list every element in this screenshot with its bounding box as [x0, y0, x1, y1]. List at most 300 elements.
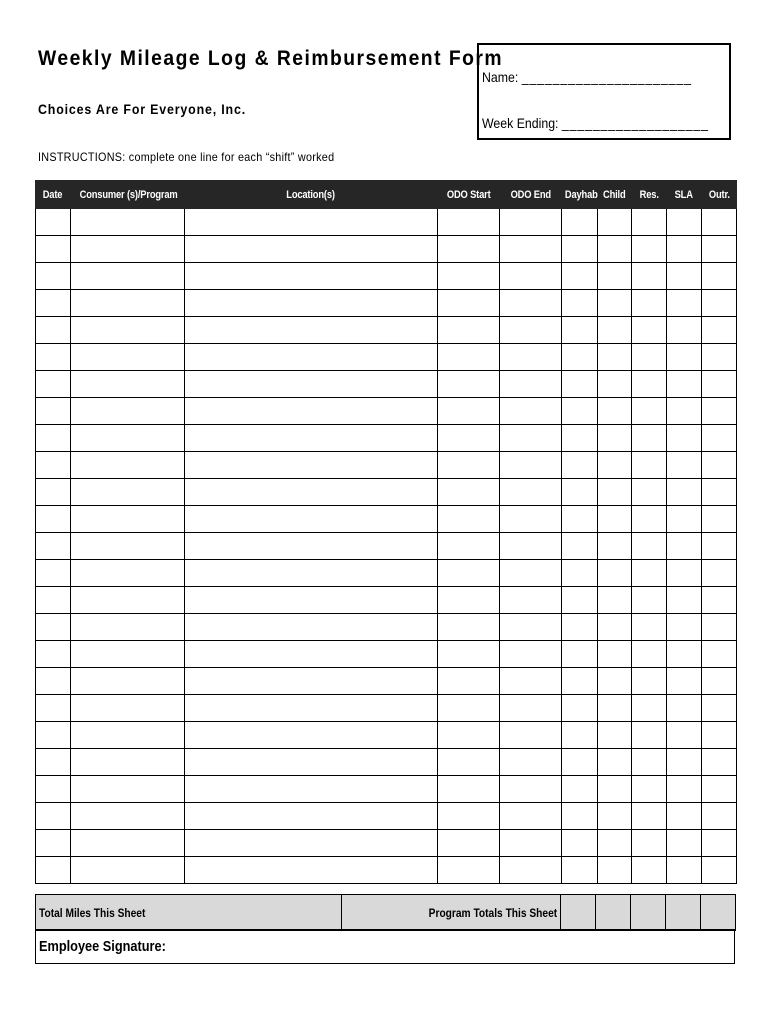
cell-consumer-program[interactable] — [71, 236, 185, 263]
cell-dayhab[interactable] — [562, 236, 598, 263]
cell-locations[interactable] — [185, 533, 438, 560]
cell-dayhab[interactable] — [562, 506, 598, 533]
cell-res[interactable] — [632, 776, 667, 803]
cell-res[interactable] — [632, 668, 667, 695]
cell-sla[interactable] — [667, 857, 702, 884]
cell-consumer-program[interactable] — [71, 479, 185, 506]
cell-res[interactable] — [632, 722, 667, 749]
cell-dayhab[interactable] — [562, 587, 598, 614]
cell-consumer-program[interactable] — [71, 506, 185, 533]
cell-consumer-program[interactable] — [71, 722, 185, 749]
cell-dayhab[interactable] — [562, 317, 598, 344]
cell-outr[interactable] — [702, 695, 737, 722]
table-row — [36, 209, 737, 236]
column-header-consumer-program: Consumer (s)/Program — [71, 181, 185, 209]
table-row — [36, 668, 737, 695]
cell-outr[interactable] — [702, 614, 737, 641]
cell-sla[interactable] — [667, 398, 702, 425]
cell-locations[interactable] — [185, 479, 438, 506]
cell-sla[interactable] — [667, 290, 702, 317]
table-row — [36, 263, 737, 290]
table-row — [36, 641, 737, 668]
name-field[interactable] — [482, 69, 692, 85]
table-row — [36, 506, 737, 533]
cell-child[interactable] — [598, 668, 632, 695]
cell-sla[interactable] — [667, 560, 702, 587]
total-cell-outr[interactable] — [701, 895, 736, 931]
cell-outr[interactable] — [702, 344, 737, 371]
cell-date[interactable] — [36, 371, 71, 398]
cell-outr[interactable] — [702, 371, 737, 398]
cell-child[interactable] — [598, 776, 632, 803]
cell-child[interactable] — [598, 209, 632, 236]
cell-locations[interactable] — [185, 830, 438, 857]
cell-consumer-program[interactable] — [71, 371, 185, 398]
cell-consumer-program[interactable] — [71, 560, 185, 587]
cell-sla[interactable] — [667, 425, 702, 452]
table-row — [36, 452, 737, 479]
employee-signature-field[interactable] — [35, 929, 735, 964]
cell-date[interactable] — [36, 209, 71, 236]
cell-child[interactable] — [598, 722, 632, 749]
cell-odo-start[interactable] — [438, 641, 500, 668]
cell-date[interactable] — [36, 587, 71, 614]
cell-sla[interactable] — [667, 614, 702, 641]
cell-res[interactable] — [632, 587, 667, 614]
cell-outr[interactable] — [702, 317, 737, 344]
cell-child[interactable] — [598, 317, 632, 344]
cell-sla[interactable] — [667, 236, 702, 263]
total-cell-child[interactable] — [596, 895, 631, 931]
cell-outr[interactable] — [702, 209, 737, 236]
cell-child[interactable] — [598, 641, 632, 668]
cell-outr[interactable] — [702, 425, 737, 452]
cell-dayhab[interactable] — [562, 722, 598, 749]
column-header-locations: Location(s) — [185, 181, 438, 209]
cell-odo-end[interactable] — [500, 317, 562, 344]
cell-res[interactable] — [632, 479, 667, 506]
cell-odo-start[interactable] — [438, 236, 500, 263]
cell-res[interactable] — [632, 857, 667, 884]
cell-child[interactable] — [598, 614, 632, 641]
cell-date[interactable] — [36, 317, 71, 344]
cell-date[interactable] — [36, 479, 71, 506]
cell-child[interactable] — [598, 560, 632, 587]
cell-locations[interactable] — [185, 209, 438, 236]
cell-date[interactable] — [36, 749, 71, 776]
week-ending-label: Week Ending: — [482, 115, 559, 131]
cell-outr[interactable] — [702, 290, 737, 317]
cell-odo-end[interactable] — [500, 560, 562, 587]
column-header-odo-end: ODO End — [500, 181, 562, 209]
cell-odo-start[interactable] — [438, 209, 500, 236]
cell-odo-start[interactable] — [438, 263, 500, 290]
cell-locations[interactable] — [185, 425, 438, 452]
mileage-log-table — [35, 180, 737, 884]
cell-date[interactable] — [36, 506, 71, 533]
table-row — [36, 317, 737, 344]
cell-locations[interactable] — [185, 803, 438, 830]
cell-odo-start[interactable] — [438, 452, 500, 479]
cell-odo-start[interactable] — [438, 830, 500, 857]
table-row — [36, 722, 737, 749]
cell-child[interactable] — [598, 695, 632, 722]
cell-res[interactable] — [632, 803, 667, 830]
cell-locations[interactable] — [185, 398, 438, 425]
cell-odo-start[interactable] — [438, 344, 500, 371]
cell-consumer-program[interactable] — [71, 209, 185, 236]
cell-odo-end[interactable] — [500, 830, 562, 857]
total-cell-dayhab[interactable] — [561, 895, 596, 931]
cell-outr[interactable] — [702, 506, 737, 533]
cell-dayhab[interactable] — [562, 371, 598, 398]
cell-date[interactable] — [36, 803, 71, 830]
cell-sla[interactable] — [667, 533, 702, 560]
cell-date[interactable] — [36, 722, 71, 749]
cell-child[interactable] — [598, 290, 632, 317]
cell-locations[interactable] — [185, 371, 438, 398]
cell-locations[interactable] — [185, 668, 438, 695]
cell-dayhab[interactable] — [562, 452, 598, 479]
cell-outr[interactable] — [702, 263, 737, 290]
cell-odo-end[interactable] — [500, 587, 562, 614]
cell-dayhab[interactable] — [562, 614, 598, 641]
cell-child[interactable] — [598, 344, 632, 371]
cell-locations[interactable] — [185, 560, 438, 587]
cell-res[interactable] — [632, 209, 667, 236]
cell-dayhab[interactable] — [562, 533, 598, 560]
cell-odo-end[interactable] — [500, 209, 562, 236]
cell-locations[interactable] — [185, 587, 438, 614]
cell-odo-start[interactable] — [438, 317, 500, 344]
table-row — [36, 533, 737, 560]
cell-odo-end[interactable] — [500, 344, 562, 371]
table-row — [36, 830, 737, 857]
cell-locations[interactable] — [185, 290, 438, 317]
cell-dayhab[interactable] — [562, 425, 598, 452]
cell-sla[interactable] — [667, 587, 702, 614]
cell-locations[interactable] — [185, 344, 438, 371]
cell-consumer-program[interactable] — [71, 776, 185, 803]
cell-odo-end[interactable] — [500, 452, 562, 479]
week-ending-blank[interactable]: ___________________ — [561, 115, 709, 131]
column-header-sla: SLA — [667, 181, 702, 209]
cell-locations[interactable] — [185, 857, 438, 884]
cell-date[interactable] — [36, 857, 71, 884]
cell-sla[interactable] — [667, 830, 702, 857]
cell-odo-start[interactable] — [438, 722, 500, 749]
cell-child[interactable] — [598, 236, 632, 263]
cell-odo-start[interactable] — [438, 560, 500, 587]
table-row — [36, 587, 737, 614]
cell-locations[interactable] — [185, 263, 438, 290]
cell-dayhab[interactable] — [562, 263, 598, 290]
cell-sla[interactable] — [667, 479, 702, 506]
cell-outr[interactable] — [702, 452, 737, 479]
name-week-box — [477, 43, 731, 140]
cell-child[interactable] — [598, 452, 632, 479]
column-header-outr: Outr. — [702, 181, 737, 209]
cell-dayhab[interactable] — [562, 695, 598, 722]
cell-res[interactable] — [632, 452, 667, 479]
cell-dayhab[interactable] — [562, 830, 598, 857]
cell-dayhab[interactable] — [562, 290, 598, 317]
cell-consumer-program[interactable] — [71, 344, 185, 371]
table-row — [36, 236, 737, 263]
cell-odo-end[interactable] — [500, 857, 562, 884]
cell-odo-end[interactable] — [500, 506, 562, 533]
cell-consumer-program[interactable] — [71, 749, 185, 776]
column-header-dayhab: Dayhab — [562, 181, 598, 209]
cell-date[interactable] — [36, 641, 71, 668]
cell-locations[interactable] — [185, 641, 438, 668]
cell-odo-start[interactable] — [438, 803, 500, 830]
cell-odo-start[interactable] — [438, 479, 500, 506]
cell-consumer-program[interactable] — [71, 803, 185, 830]
cell-date[interactable] — [36, 830, 71, 857]
table-row — [36, 776, 737, 803]
cell-consumer-program[interactable] — [71, 830, 185, 857]
cell-odo-end[interactable] — [500, 749, 562, 776]
cell-date[interactable] — [36, 398, 71, 425]
total-miles-label: Total Miles This Sheet — [36, 895, 342, 931]
cell-dayhab[interactable] — [562, 344, 598, 371]
cell-locations[interactable] — [185, 722, 438, 749]
table-row — [36, 749, 737, 776]
cell-odo-start[interactable] — [438, 371, 500, 398]
cell-dayhab[interactable] — [562, 560, 598, 587]
cell-child[interactable] — [598, 263, 632, 290]
cell-dayhab[interactable] — [562, 209, 598, 236]
cell-locations[interactable] — [185, 695, 438, 722]
cell-outr[interactable] — [702, 641, 737, 668]
cell-outr[interactable] — [702, 857, 737, 884]
cell-consumer-program[interactable] — [71, 533, 185, 560]
cell-locations[interactable] — [185, 749, 438, 776]
cell-res[interactable] — [632, 317, 667, 344]
cell-date[interactable] — [36, 614, 71, 641]
cell-child[interactable] — [598, 803, 632, 830]
cell-child[interactable] — [598, 533, 632, 560]
cell-odo-end[interactable] — [500, 803, 562, 830]
cell-consumer-program[interactable] — [71, 317, 185, 344]
cell-res[interactable] — [632, 560, 667, 587]
cell-date[interactable] — [36, 560, 71, 587]
cell-res[interactable] — [632, 236, 667, 263]
cell-locations[interactable] — [185, 776, 438, 803]
totals-row — [35, 894, 736, 931]
cell-date[interactable] — [36, 344, 71, 371]
cell-odo-start[interactable] — [438, 695, 500, 722]
cell-sla[interactable] — [667, 263, 702, 290]
cell-odo-start[interactable] — [438, 587, 500, 614]
cell-outr[interactable] — [702, 587, 737, 614]
table-row — [36, 695, 737, 722]
cell-res[interactable] — [632, 533, 667, 560]
cell-odo-end[interactable] — [500, 776, 562, 803]
cell-date[interactable] — [36, 290, 71, 317]
cell-locations[interactable] — [185, 506, 438, 533]
cell-odo-end[interactable] — [500, 398, 562, 425]
cell-res[interactable] — [632, 695, 667, 722]
cell-sla[interactable] — [667, 749, 702, 776]
cell-res[interactable] — [632, 641, 667, 668]
cell-consumer-program[interactable] — [71, 263, 185, 290]
cell-odo-end[interactable] — [500, 641, 562, 668]
cell-outr[interactable] — [702, 749, 737, 776]
cell-dayhab[interactable] — [562, 668, 598, 695]
cell-locations[interactable] — [185, 317, 438, 344]
cell-child[interactable] — [598, 371, 632, 398]
cell-child[interactable] — [598, 587, 632, 614]
total-cell-sla[interactable] — [666, 895, 701, 931]
cell-consumer-program[interactable] — [71, 614, 185, 641]
cell-consumer-program[interactable] — [71, 587, 185, 614]
cell-sla[interactable] — [667, 317, 702, 344]
cell-date[interactable] — [36, 533, 71, 560]
cell-consumer-program[interactable] — [71, 668, 185, 695]
cell-odo-end[interactable] — [500, 236, 562, 263]
cell-res[interactable] — [632, 614, 667, 641]
cell-odo-end[interactable] — [500, 371, 562, 398]
cell-date[interactable] — [36, 668, 71, 695]
cell-dayhab[interactable] — [562, 776, 598, 803]
cell-res[interactable] — [632, 290, 667, 317]
cell-consumer-program[interactable] — [71, 695, 185, 722]
name-blank[interactable]: ______________________ — [521, 69, 692, 85]
cell-sla[interactable] — [667, 668, 702, 695]
cell-consumer-program[interactable] — [71, 641, 185, 668]
cell-odo-start[interactable] — [438, 776, 500, 803]
total-cell-res[interactable] — [631, 895, 666, 931]
cell-dayhab[interactable] — [562, 749, 598, 776]
instructions-text: INSTRUCTIONS: complete one line for each “shift” worked — [38, 150, 335, 164]
cell-child[interactable] — [598, 749, 632, 776]
cell-odo-start[interactable] — [438, 749, 500, 776]
cell-sla[interactable] — [667, 803, 702, 830]
cell-sla[interactable] — [667, 722, 702, 749]
cell-outr[interactable] — [702, 398, 737, 425]
cell-consumer-program[interactable] — [71, 857, 185, 884]
cell-locations[interactable] — [185, 452, 438, 479]
cell-sla[interactable] — [667, 371, 702, 398]
cell-dayhab[interactable] — [562, 479, 598, 506]
cell-odo-end[interactable] — [500, 263, 562, 290]
cell-odo-end[interactable] — [500, 479, 562, 506]
cell-locations[interactable] — [185, 614, 438, 641]
cell-dayhab[interactable] — [562, 857, 598, 884]
cell-outr[interactable] — [702, 533, 737, 560]
cell-res[interactable] — [632, 749, 667, 776]
cell-res[interactable] — [632, 506, 667, 533]
cell-outr[interactable] — [702, 722, 737, 749]
column-header-res: Res. — [632, 181, 667, 209]
table-row — [36, 857, 737, 884]
cell-dayhab[interactable] — [562, 398, 598, 425]
cell-sla[interactable] — [667, 695, 702, 722]
cell-date[interactable] — [36, 452, 71, 479]
cell-odo-end[interactable] — [500, 695, 562, 722]
cell-outr[interactable] — [702, 803, 737, 830]
organization-name: Choices Are For Everyone, Inc. — [38, 102, 246, 117]
employee-signature-label: Employee Signature: — [39, 938, 166, 955]
form-title: Weekly Mileage Log & Reimbursement Form — [38, 47, 504, 70]
cell-consumer-program[interactable] — [71, 290, 185, 317]
cell-child[interactable] — [598, 479, 632, 506]
cell-odo-end[interactable] — [500, 722, 562, 749]
cell-date[interactable] — [36, 776, 71, 803]
cell-outr[interactable] — [702, 830, 737, 857]
cell-res[interactable] — [632, 425, 667, 452]
cell-sla[interactable] — [667, 452, 702, 479]
week-ending-field[interactable] — [482, 115, 709, 131]
table-row — [36, 344, 737, 371]
cell-res[interactable] — [632, 398, 667, 425]
cell-outr[interactable] — [702, 560, 737, 587]
cell-odo-start[interactable] — [438, 857, 500, 884]
column-header-odo-start: ODO Start — [438, 181, 500, 209]
cell-res[interactable] — [632, 263, 667, 290]
cell-child[interactable] — [598, 398, 632, 425]
cell-odo-end[interactable] — [500, 290, 562, 317]
cell-odo-start[interactable] — [438, 668, 500, 695]
cell-odo-end[interactable] — [500, 533, 562, 560]
table-row — [36, 398, 737, 425]
column-header-date: Date — [36, 181, 71, 209]
column-header-child: Child — [598, 181, 632, 209]
cell-dayhab[interactable] — [562, 641, 598, 668]
cell-outr[interactable] — [702, 236, 737, 263]
cell-child[interactable] — [598, 857, 632, 884]
cell-sla[interactable] — [667, 776, 702, 803]
cell-odo-start[interactable] — [438, 425, 500, 452]
cell-res[interactable] — [632, 344, 667, 371]
cell-odo-start[interactable] — [438, 290, 500, 317]
cell-child[interactable] — [598, 506, 632, 533]
cell-odo-start[interactable] — [438, 506, 500, 533]
cell-sla[interactable] — [667, 641, 702, 668]
cell-odo-end[interactable] — [500, 668, 562, 695]
cell-res[interactable] — [632, 830, 667, 857]
cell-odo-end[interactable] — [500, 425, 562, 452]
cell-child[interactable] — [598, 425, 632, 452]
cell-date[interactable] — [36, 263, 71, 290]
cell-outr[interactable] — [702, 479, 737, 506]
cell-consumer-program[interactable] — [71, 425, 185, 452]
cell-odo-start[interactable] — [438, 398, 500, 425]
cell-date[interactable] — [36, 236, 71, 263]
cell-sla[interactable] — [667, 344, 702, 371]
cell-date[interactable] — [36, 425, 71, 452]
cell-odo-start[interactable] — [438, 614, 500, 641]
cell-date[interactable] — [36, 695, 71, 722]
cell-sla[interactable] — [667, 209, 702, 236]
cell-odo-end[interactable] — [500, 614, 562, 641]
table-header-row — [36, 181, 737, 209]
cell-odo-start[interactable] — [438, 533, 500, 560]
cell-outr[interactable] — [702, 776, 737, 803]
name-label: Name: — [482, 69, 519, 85]
cell-outr[interactable] — [702, 668, 737, 695]
cell-res[interactable] — [632, 371, 667, 398]
cell-locations[interactable] — [185, 236, 438, 263]
table-row — [36, 560, 737, 587]
cell-child[interactable] — [598, 830, 632, 857]
cell-sla[interactable] — [667, 506, 702, 533]
cell-dayhab[interactable] — [562, 803, 598, 830]
cell-consumer-program[interactable] — [71, 452, 185, 479]
cell-consumer-program[interactable] — [71, 398, 185, 425]
